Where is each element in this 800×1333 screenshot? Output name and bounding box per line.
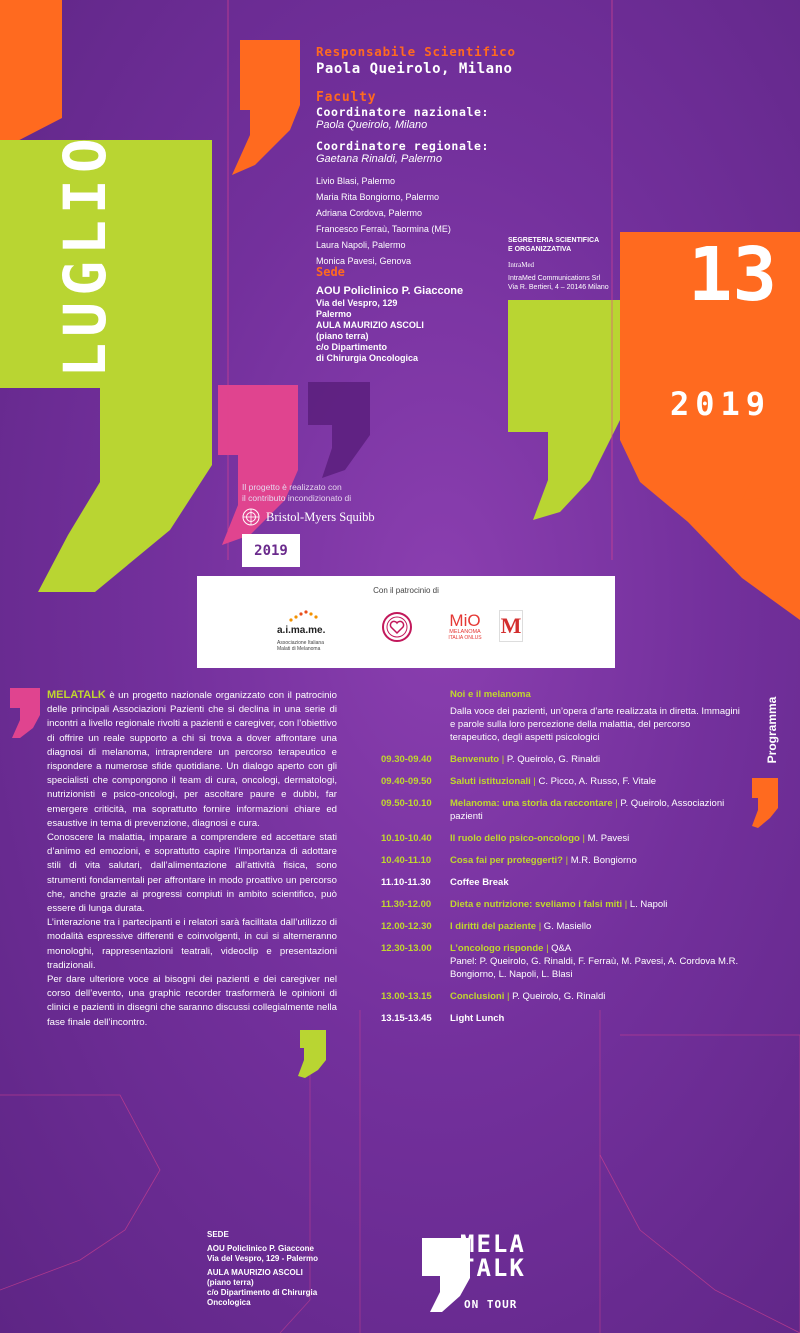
program-speakers: Q&A xyxy=(551,943,572,954)
program-speakers: G. Masiello xyxy=(543,921,592,932)
sede-floor: (piano terra) xyxy=(316,331,369,341)
program-separator: | xyxy=(501,754,505,765)
intro-paragraph-2: Conoscere la malattia, imparare a comprendere ed accettare stati d’animo ed emozioni, e soprattutto capire l’importanza di adottare stili di vita salutari, dall’alimentazione all’attività fisica, sono strumenti fondamentali per affrontare in modo proattivo un percorso che, anche grazie ai progressi compiuti in ambito scientifico, può essere di lunga durata. xyxy=(47,832,337,915)
program-time: 13.00-13.15 xyxy=(381,991,432,1002)
green-small-comma xyxy=(298,1030,326,1078)
segreteria-company: IntraMed Communications Srl xyxy=(508,275,601,282)
orange-corner-shape xyxy=(0,0,62,150)
program-separator: | xyxy=(533,776,536,787)
purple-comma-shape xyxy=(308,382,370,478)
footer-dept1: c/o Dipartimento di Chirurgia xyxy=(207,1288,318,1297)
mio-line2: ITALIA ONLUS xyxy=(448,635,482,641)
heart-emblem-icon xyxy=(382,612,412,642)
program-item xyxy=(381,1012,741,1025)
event-day: 13 xyxy=(688,232,778,318)
program-content xyxy=(450,920,741,933)
intro-paragraph-1 xyxy=(47,688,337,831)
program-speakers: P. Queirolo, G. Rinaldi xyxy=(506,754,601,765)
programma-tab: Programma xyxy=(765,696,779,764)
sede-venue: AOU Policlinico P. Giaccone xyxy=(316,285,464,297)
footer-venue: AOU Policlinico P. Giaccone xyxy=(207,1244,314,1253)
program-item xyxy=(381,775,741,788)
program-intro-title: Noi e il melanoma xyxy=(450,689,531,700)
program-title: L’oncologo risponde xyxy=(450,943,544,954)
footer-sede-heading: SEDE xyxy=(207,1230,229,1239)
faculty-member: Livio Blasi, Palermo xyxy=(316,176,396,186)
program-content xyxy=(450,898,741,911)
intro-text xyxy=(47,688,337,1030)
program-intro-desc: Dalla voce dei pazienti, un’opera d’arte realizzata in diretta. Immagini e parole sulla loro percezione della malattia, del percorso terapeutico, degli aspetti psicologici xyxy=(450,706,740,743)
program-title: Conclusioni xyxy=(450,991,505,1002)
orange-comma-top xyxy=(232,40,300,175)
melatalk-lead: MELATALK xyxy=(47,689,106,701)
program-content xyxy=(450,876,741,889)
orange-small-comma xyxy=(752,778,778,828)
responsabile-name: Paola Queirolo, Milano xyxy=(316,61,513,77)
mio-line1: MELANOMA xyxy=(449,629,481,635)
program-item xyxy=(381,942,741,981)
melatalk-logo xyxy=(420,1232,560,1322)
program-time: 11.30-12.00 xyxy=(381,899,432,910)
month-label: LUGLIO xyxy=(51,132,119,378)
sede-room: AULA MAURIZIO ASCOLI xyxy=(316,320,424,330)
mio-logo xyxy=(440,612,490,641)
sponsor-text xyxy=(242,482,351,504)
program-speakers: M.R. Bongiorno xyxy=(570,855,637,866)
dots-icon xyxy=(287,608,321,624)
program-separator: | xyxy=(546,943,549,954)
footer-room: AULA MAURIZIO ASCOLI xyxy=(207,1268,303,1277)
program-time: 09.40-09.50 xyxy=(381,776,432,787)
segreteria-line1: SEGRETERIA SCIENTIFICA xyxy=(508,237,600,244)
program-speakers: C. Picco, A. Russo, F. Vitale xyxy=(538,776,657,787)
program-separator: | xyxy=(538,921,542,932)
program-separator: | xyxy=(507,991,510,1002)
program-content xyxy=(450,797,741,823)
responsabile-heading: Responsabile Scientifico xyxy=(316,44,516,59)
program-time: 11.10-11.30 xyxy=(381,877,431,888)
footer-address: Via del Vespro, 129 - Palermo xyxy=(207,1254,319,1263)
program-time: 12.00-12.30 xyxy=(381,921,432,932)
segreteria-block xyxy=(508,236,620,292)
intro-paragraph-3: L’interazione tra i partecipanti e i relatori sarà facilitata dall’utilizzo di modalità espressive differenti e coinvolgenti, in cui si alterneranno monologhi, rappresentazioni teatrali, videoclip e presentazioni tradizionali. xyxy=(47,917,337,971)
program-content xyxy=(450,1012,741,1025)
program-time: 10.10-10.40 xyxy=(381,833,432,844)
program-content xyxy=(450,775,741,788)
program-content xyxy=(450,942,741,981)
mio-text: MiO xyxy=(449,611,481,630)
faculty-member: Maria Rita Bongiorno, Palermo xyxy=(316,192,440,202)
program-time: 10.40-11.10 xyxy=(381,855,432,866)
program-title: Cosa fai per proteggerti? xyxy=(450,855,563,866)
footer-sede xyxy=(207,1230,367,1308)
aimame-text: a.i.ma.me. xyxy=(277,625,326,636)
sponsor-line1: Il progetto è realizzato con xyxy=(242,482,342,492)
program-time: 12.30-13.00 xyxy=(381,943,432,954)
faculty-member: Francesco Ferraù, Taormina (ME) xyxy=(316,224,451,234)
faculty-heading: Faculty xyxy=(316,90,377,105)
program-separator: | xyxy=(582,833,585,844)
program-item xyxy=(381,990,741,1003)
footer-floor: (piano terra) xyxy=(207,1278,254,1287)
program-speakers: L. Napoli xyxy=(629,899,668,910)
program-item xyxy=(381,854,741,867)
program-speakers: P. Queirolo, G. Rinaldi xyxy=(512,991,606,1002)
program-content xyxy=(450,854,741,867)
sede-heading: Sede xyxy=(316,265,345,279)
aimame-name-line2: Malati di Melanoma xyxy=(277,646,321,652)
program-item xyxy=(381,832,741,845)
patrocinio-box xyxy=(197,576,615,668)
m-logo-text: M xyxy=(500,613,522,638)
regional-coordinator-label: Coordinatore regionale: xyxy=(316,139,490,153)
footer-dept2: Oncologica xyxy=(207,1298,251,1307)
bms-name: Bristol-Myers Squibb xyxy=(266,509,375,524)
program-item xyxy=(381,797,741,823)
bms-logo xyxy=(242,508,375,526)
segreteria-address: Via R. Bertieri, 4 – 20146 Milano xyxy=(508,284,609,291)
program-panel: Panel: P. Queirolo, G. Rinaldi, F. Ferraù, M. Pavesi, A. Cordova M.R. Bongiorno, L. Napoli, L. Blasi xyxy=(450,956,739,980)
program-title: Saluti istituzionali xyxy=(450,776,531,787)
sponsor-line2: il contributo incondizionato di xyxy=(242,493,352,503)
program-title: I diritti del paziente xyxy=(450,921,537,932)
logo-mela: MELA xyxy=(460,1230,526,1258)
intramed-logo: IntraMed xyxy=(508,261,535,269)
program-title: Benvenuto xyxy=(450,754,500,765)
responsabile-block xyxy=(316,44,516,77)
sede-dept1: c/o Dipartimento xyxy=(316,342,388,352)
national-coordinator-label: Coordinatore nazionale: xyxy=(316,105,490,119)
program-content xyxy=(450,832,741,845)
sede-city: Palermo xyxy=(316,309,352,319)
faculty-member: Monica Pavesi, Genova xyxy=(316,256,412,266)
program-item xyxy=(381,898,741,911)
program-title: Melanoma: una storia da raccontare xyxy=(450,798,613,809)
aimame-name-line1: Associazione Italiana xyxy=(277,640,324,646)
aimame-name xyxy=(277,640,324,652)
faculty-member: Adriana Cordova, Palermo xyxy=(316,208,423,218)
green-comma-right xyxy=(508,300,620,520)
patrocinio-label: Con il patrocinio di xyxy=(373,586,439,595)
segreteria-line2: E ORGANIZZATIVA xyxy=(508,246,572,253)
regional-coordinator-name: Gaetana Rinaldi, Palermo xyxy=(316,153,442,165)
program-time: 09.50-10.10 xyxy=(381,798,432,809)
sede-dept2: di Chirurgia Oncologica xyxy=(316,353,419,363)
program-content xyxy=(450,753,741,766)
faculty-member: Laura Napoli, Palermo xyxy=(316,240,406,250)
event-year: 2019 xyxy=(670,385,772,423)
program-separator: | xyxy=(615,798,618,809)
program-title: Il ruolo dello psico-oncologo xyxy=(450,833,580,844)
sede-block xyxy=(316,264,516,364)
program-item xyxy=(381,753,741,766)
logo-on-tour: ON TOUR xyxy=(464,1298,518,1311)
year-badge xyxy=(242,534,300,567)
bms-emblem-icon xyxy=(242,508,260,526)
program-title: Light Lunch xyxy=(450,1013,505,1024)
program-separator: | xyxy=(565,855,569,866)
sede-address: Via del Vespro, 129 xyxy=(316,298,398,308)
program-speakers: P. Queirolo, Associazioni pazienti xyxy=(450,798,725,822)
program-content xyxy=(450,990,741,1003)
program-title: Dieta e nutrizione: sveliamo i falsi miti xyxy=(450,899,623,910)
year-badge-text: 2019 xyxy=(254,542,288,559)
pink-small-comma xyxy=(10,688,40,738)
intro-paragraph-4: Per dare ulteriore voce ai bisogni dei pazienti e dei caregiver nel corso dell’evento, una graphic recorder trasformerà le opinioni di clinici e pazienti in disegni che saranno discussi collegialmente nella fase finale dell’incontro. xyxy=(47,974,337,1028)
program-item xyxy=(381,920,741,933)
program-title: Coffee Break xyxy=(450,877,509,888)
program-item xyxy=(381,876,741,889)
program-time: 13.15-13.45 xyxy=(381,1013,432,1024)
logo-talk: TALK xyxy=(460,1254,526,1282)
m-logo xyxy=(499,610,523,642)
intro-paragraph-1-rest: è un progetto nazionale organizzato con il patrocinio delle principali Associazioni Pazienti che si declina in una serie di incontri a livello regionale rivolti a pazienti e caregiver, con l’obiettivo di offrire un reale supporto a chi si trova a dover affrontare una diagnosi di melanoma, intraprendere un percorso terapeutico e rispondere a numerose sfide quotidiane. Un dialogo aperto con gli specialisti che compongono il team di cura, oncologi, dermatologi, nutrizionisti e psico-oncologi, per ascoltare paure e dubbi, far emergere criticità, ma soprattutto fornire informazioni chiare ed esaustive in tema di prevenzione, diagnosi e cura. xyxy=(47,690,337,829)
program-separator: | xyxy=(624,899,628,910)
national-coordinator-name: Paola Queirolo, Milano xyxy=(316,119,428,131)
program xyxy=(381,688,741,1025)
program-speakers: M. Pavesi xyxy=(587,833,630,844)
program-list xyxy=(381,753,741,1025)
program-time: 09.30-09.40 xyxy=(381,754,432,765)
